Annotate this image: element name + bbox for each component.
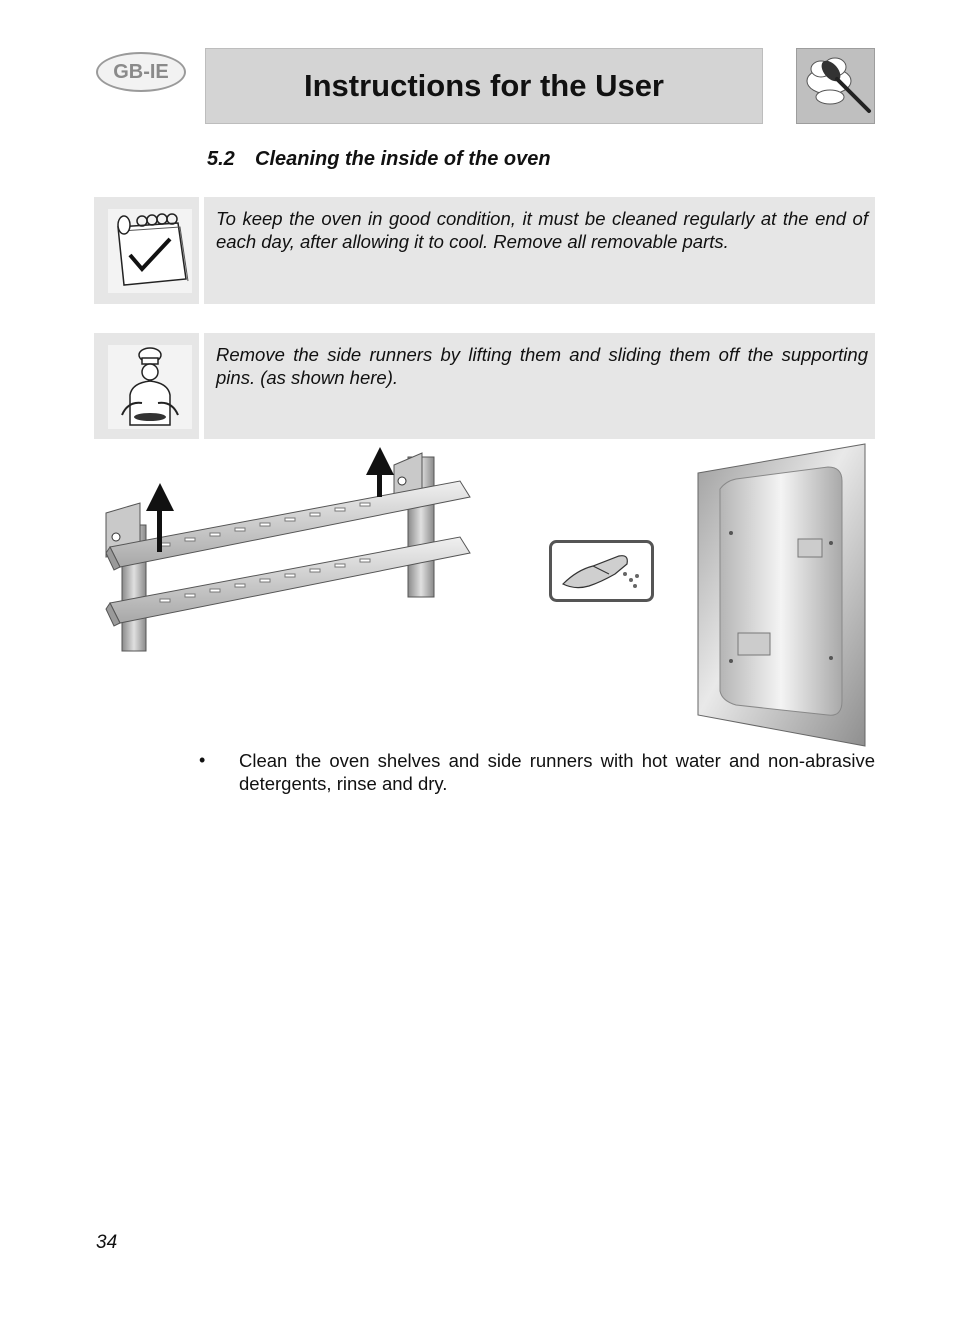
bullet-text: Clean the oven shelves and side runners with hot water and non-abrasive detergents, rinse and dry. (239, 750, 875, 794)
spoon-chef-hat-icon (796, 48, 875, 124)
cleaning-cloth-icon (549, 540, 654, 602)
page-number: 34 (96, 1232, 118, 1253)
notepad-check-icon (108, 209, 192, 293)
header-bar (205, 48, 763, 124)
note-icon-cell (94, 333, 204, 439)
bullet-icon: • (199, 750, 206, 770)
section-title: Cleaning the inside of the oven (255, 148, 551, 170)
page-title: Instructions for the User (304, 68, 664, 103)
oven-side-panel-illustration (696, 443, 868, 748)
note-text: Remove the side runners by lifting them and sliding them off the supporting pins. (as shown here). (216, 344, 868, 388)
note-icon-cell (94, 197, 204, 304)
note-box-cleaning-frequency (94, 197, 875, 304)
list-item (199, 749, 875, 795)
section-heading (207, 148, 551, 171)
region-badge: GB-IE (96, 52, 186, 92)
side-runners-illustration (100, 445, 480, 660)
chef-icon (108, 345, 192, 429)
note-box-remove-runners (94, 333, 875, 439)
section-number: 5.2 (207, 148, 235, 170)
note-text: To keep the oven in good condition, it must be cleaned regularly at the end of each day, after allowing it to cool. Remove all removable parts. (216, 208, 868, 252)
